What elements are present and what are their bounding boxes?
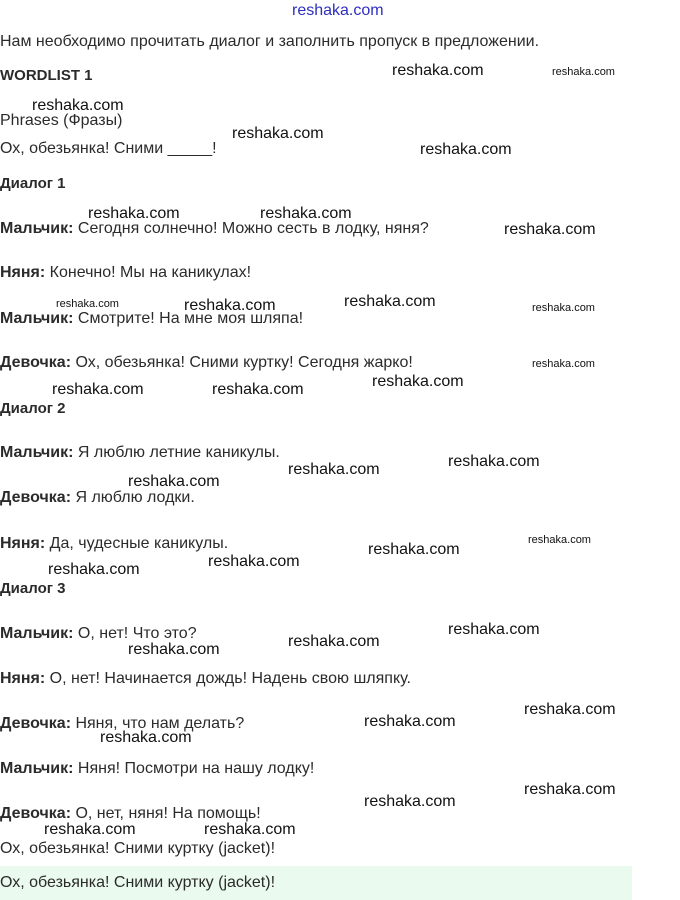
watermark: reshaka.com [184,297,276,314]
watermark: reshaka.com [364,713,456,730]
dialogue-line [0,534,228,554]
phrase-with-gap: Ох, обезьянка! Сними _____! [0,140,217,157]
line-text: Няня! Посмотри на нашу лодку! [73,760,315,777]
watermark: reshaka.com [288,633,380,650]
speaker: Мальчик: [0,625,74,642]
wordlist-title: WORDLIST 1 [0,67,93,84]
line-text: Я люблю летние каникулы. [73,444,280,461]
watermark: reshaka.com [52,381,144,398]
watermark: reshaka.com [504,221,596,238]
line-text: Сегодня солнечно! Можно сесть в лодку, няня? [73,220,429,237]
watermark: reshaka.com [524,781,616,798]
watermark: reshaka.com [344,293,436,310]
watermark: reshaka.com [448,621,540,638]
dialogue-line [0,263,251,283]
speaker: Няня: [0,264,46,281]
watermark: reshaka.com [44,821,136,838]
phrases-label: Phrases (Фразы) [0,112,123,129]
watermark: reshaka.com [372,373,464,390]
speaker: Мальчик: [0,220,74,237]
watermark: reshaka.com [232,125,324,142]
speaker: Няня: [0,535,46,552]
watermark: reshaka.com [208,553,300,570]
watermark: reshaka.com [100,729,192,746]
line-text: Конечно! Мы на каникулах! [45,264,252,281]
line-text: Няня, что нам делать? [71,715,245,732]
task-instruction: Нам необходимо прочитать диалог и заполнить пропуск в предложении. [0,33,540,50]
watermark: reshaka.com [364,793,456,810]
watermark: reshaka.com [552,66,615,78]
dialogue-line [0,759,314,779]
speaker: Мальчик: [0,310,74,327]
line-text: Да, чудесные каникулы. [45,535,229,552]
dialogue-title: Диалог 3 [0,580,66,597]
speaker: Мальчик: [0,760,74,777]
watermark: reshaka.com [532,358,595,370]
watermark: reshaka.com [392,62,484,79]
dialogue-line [0,353,413,373]
dialogue-line [0,669,411,689]
watermark: reshaka.com [32,97,124,114]
line-text: Смотрите! На мне моя шляпа! [73,310,304,327]
line-text: Ох, обезьянка! Сними куртку! Сегодня жарко! [71,354,413,371]
speaker: Девочка: [0,805,72,822]
line-text: Я люблю лодки. [71,489,195,506]
line-text: О, нет, няня! На помощь! [71,805,261,822]
watermark: reshaka.com [528,534,591,546]
watermark: reshaka.com [204,821,296,838]
watermark: reshaka.com [448,453,540,470]
watermark: reshaka.com [212,381,304,398]
watermark: reshaka.com [260,205,352,222]
watermark: reshaka.com [524,701,616,718]
dialogue-line [0,219,429,239]
speaker: Няня: [0,670,46,687]
dialogue-title: Диалог 2 [0,400,66,417]
watermark: reshaka.com [48,561,140,578]
line-text: О, нет! Начинается дождь! Надень свою шляпку. [45,670,411,687]
answer-box [0,866,632,900]
speaker: Мальчик: [0,444,74,461]
watermark: reshaka.com [88,205,180,222]
watermark: reshaka.com [368,541,460,558]
watermark: reshaka.com [56,298,119,310]
dialogue-line [0,488,195,508]
watermark: reshaka.com [420,141,512,158]
speaker: Девочка: [0,715,72,732]
watermark: reshaka.com [128,641,220,658]
speaker: Девочка: [0,489,72,506]
line-text: О, нет! Что это? [73,625,197,642]
watermark: reshaka.com [288,461,380,478]
answer-box-text: Ох, обезьянка! Сними куртку (jacket)! [0,874,276,891]
speaker: Девочка: [0,354,72,371]
answer-sentence: Ох, обезьянка! Сними куртку (jacket)! [0,840,276,857]
site-header-link[interactable]: reshaka.com [292,2,384,19]
watermark: reshaka.com [532,302,595,314]
dialogue-line [0,443,280,463]
watermark: reshaka.com [128,473,220,490]
dialogue-title: Диалог 1 [0,175,66,192]
